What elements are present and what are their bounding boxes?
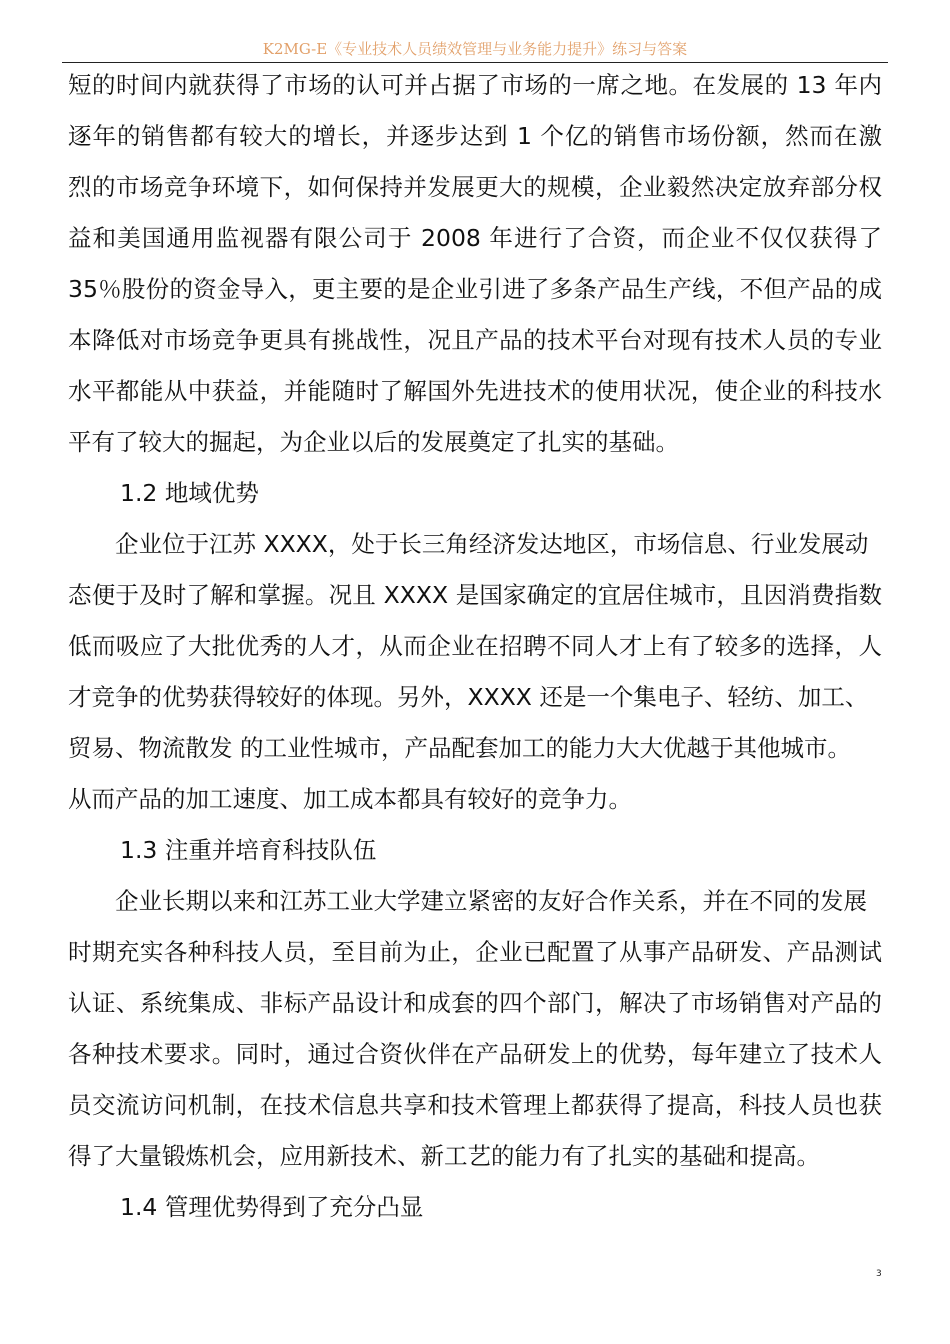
body-line: 烈的市场竞争环境下，如何保持并发展更大的规模，企业毅然决定放弃部分权 (68, 173, 882, 201)
body-line: 态便于及时了解和掌握。况且 XXXX 是国家确定的宜居住城市，且因消费指数 (68, 581, 882, 609)
body-line: 本降低对市场竞争更具有挑战性，况且产品的技术平台对现有技术人员的专业 (68, 326, 882, 354)
body-line: 时期充实各种科技人员，至目前为止，企业已配置了从事产品研发、产品测试 (68, 938, 882, 966)
paragraph-first-line: 企业位于江苏 XXXX，处于长三角经济发达地区，市场信息、行业发展动 (115, 530, 869, 558)
section-heading-1-3: 1.3 注重并培育科技队伍 (120, 836, 377, 864)
body-line: 员交流访问机制，在技术信息共享和技术管理上都获得了提高，科技人员也获 (68, 1091, 882, 1119)
body-line: 短的时间内就获得了市场的认可并占据了市场的一席之地。在发展的 13 年内 (68, 71, 882, 99)
body-line: 认证、系统集成、非标产品设计和成套的四个部门，解决了市场销售对产品的 (68, 989, 882, 1017)
body-line: 水平都能从中获益，并能随时了解国外先进技术的使用状况，使企业的科技水 (68, 377, 882, 405)
body-line: 益和美国通用监视器有限公司于 2008 年进行了合资，而企业不仅仅获得了 (68, 224, 882, 252)
body-line: 低而吸应了大批优秀的人才，从而企业在招聘不同人才上有了较多的选择，人 (68, 632, 882, 660)
body-line: 逐年的销售都有较大的增长，并逐步达到 1 个亿的销售市场份额，然而在激 (68, 122, 882, 150)
body-line: 得了大量锻炼机会，应用新技术、新工艺的能力有了扎实的基础和提高。 (68, 1142, 820, 1170)
section-heading-1-4: 1.4 管理优势得到了充分凸显 (120, 1193, 424, 1221)
body-line: 贸易、物流散发 的工业性城市，产品配套加工的能力大大优越于其他城市。 (68, 734, 851, 762)
body-line: 平有了较大的掘起，为企业以后的发展奠定了扎实的基础。 (68, 428, 679, 456)
paragraph-first-line: 企业长期以来和江苏工业大学建立紧密的友好合作关系，并在不同的发展 (115, 887, 867, 915)
page-number: 3 (876, 1269, 882, 1279)
document-body (68, 60, 882, 1233)
body-line: 才竞争的优势获得较好的体现。另外，XXXX 还是一个集电子、轻纺、加工、 (68, 683, 869, 711)
body-line: 各种技术要求。同时，通过合资伙伴在产品研发上的优势，每年建立了技术人 (68, 1040, 882, 1068)
body-line: 35％股份的资金导入，更主要的是企业引进了多条产品生产线，不但产品的成 (68, 275, 882, 303)
body-line: 从而产品的加工速度、加工成本都具有较好的竞争力。 (68, 785, 632, 813)
section-heading-1-2: 1.2 地域优势 (120, 479, 259, 507)
header-title: K2MG-E《专业技术人员绩效管理与业务能力提升》练习与答案 (262, 40, 688, 58)
page-header (62, 34, 888, 63)
